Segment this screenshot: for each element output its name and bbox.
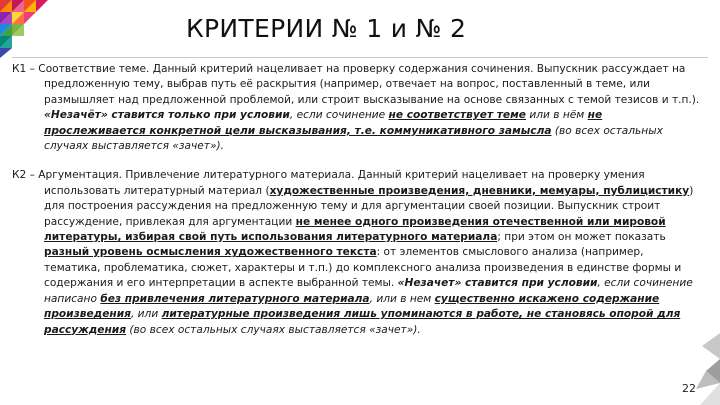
page-number: 22 bbox=[682, 382, 696, 395]
slide-title: КРИТЕРИИ № 1 и № 2 bbox=[186, 14, 467, 43]
mosaic-logo-icon bbox=[0, 0, 48, 58]
k2-text-7: : от элементов смыслового анализа (например, тематика, проблематика, сюжет, характеры и т.п.) до комплексного анализа произведения в единстве формы и содержания и его интерпретации в аспекте выбранной темы. bbox=[44, 246, 682, 290]
k1-text-7: (во всех остальных случаях выставляется «зачет»). bbox=[44, 124, 663, 153]
criterion-k1 bbox=[12, 62, 702, 154]
k2-text-15: (во всех остальных случаях выставляется «зачет»). bbox=[126, 323, 421, 336]
k2-text-9: , если сочинение написано bbox=[44, 277, 693, 305]
k2-min-one-work: не менее одного произведения отечественной или мировой литературы, избирая свой путь использования литературного материала bbox=[44, 215, 666, 244]
k1-heading: К1 – Соответствие теме. bbox=[12, 63, 150, 75]
k2-understanding-level: разный уровень осмысления художественного текста bbox=[44, 246, 377, 259]
k1-text-1: Данный критерий нацеливает на проверку содержания сочинения. Выпускник рассуждает на предложенную тему, выбрав путь её раскрытия (например, отвечает на вопрос, поставленный в теме, или размышляет над предложенной проблемой, или строит высказывание на основе связанных с темой тезисов и т.п.). bbox=[44, 63, 700, 106]
k2-material-types: художественные произведения, дневники, мемуары, публицистику bbox=[269, 184, 690, 197]
k2-no-literature: без привлечения литературного материала bbox=[100, 292, 370, 305]
k2-distorted-content: существенно искажено содержание произведения bbox=[44, 292, 660, 321]
k1-fail-condition: «Незачёт» ставится только при условии bbox=[44, 109, 290, 122]
k1-no-goal: не прослеживается конкретной цели высказывания, т.е. коммуникативного замысла bbox=[44, 109, 603, 137]
k1-text-5: или в нём bbox=[525, 109, 588, 122]
criterion-k2 bbox=[12, 168, 702, 337]
k1-off-topic: не соответствует теме bbox=[388, 109, 526, 122]
k2-text-1: Данный критерий нацеливает на проверку умения использовать литературный материал ( bbox=[44, 169, 645, 197]
title-divider bbox=[12, 57, 708, 58]
k2-text-11: , или в нем bbox=[369, 292, 435, 305]
k2-heading: К2 – Аргументация. Привлечение литературного материала. bbox=[12, 169, 355, 182]
k2-text-3: ) для построения рассуждения на предложенную тему и для аргументации своей позиции. Выпускник строит рассуждение, привлекая для аргументации bbox=[44, 184, 694, 228]
k1-text-3: , если сочинение bbox=[289, 109, 389, 122]
k2-text-13: , или bbox=[130, 308, 162, 321]
k2-fail-condition: «Незачет» ставится при условии bbox=[397, 277, 598, 290]
k2-text-5: ; при этом он может показать bbox=[497, 231, 666, 244]
k2-only-mentioned: литературные произведения лишь упоминаются в работе, не становясь опорой для рассуждения bbox=[44, 308, 681, 336]
criteria-text bbox=[12, 62, 702, 338]
